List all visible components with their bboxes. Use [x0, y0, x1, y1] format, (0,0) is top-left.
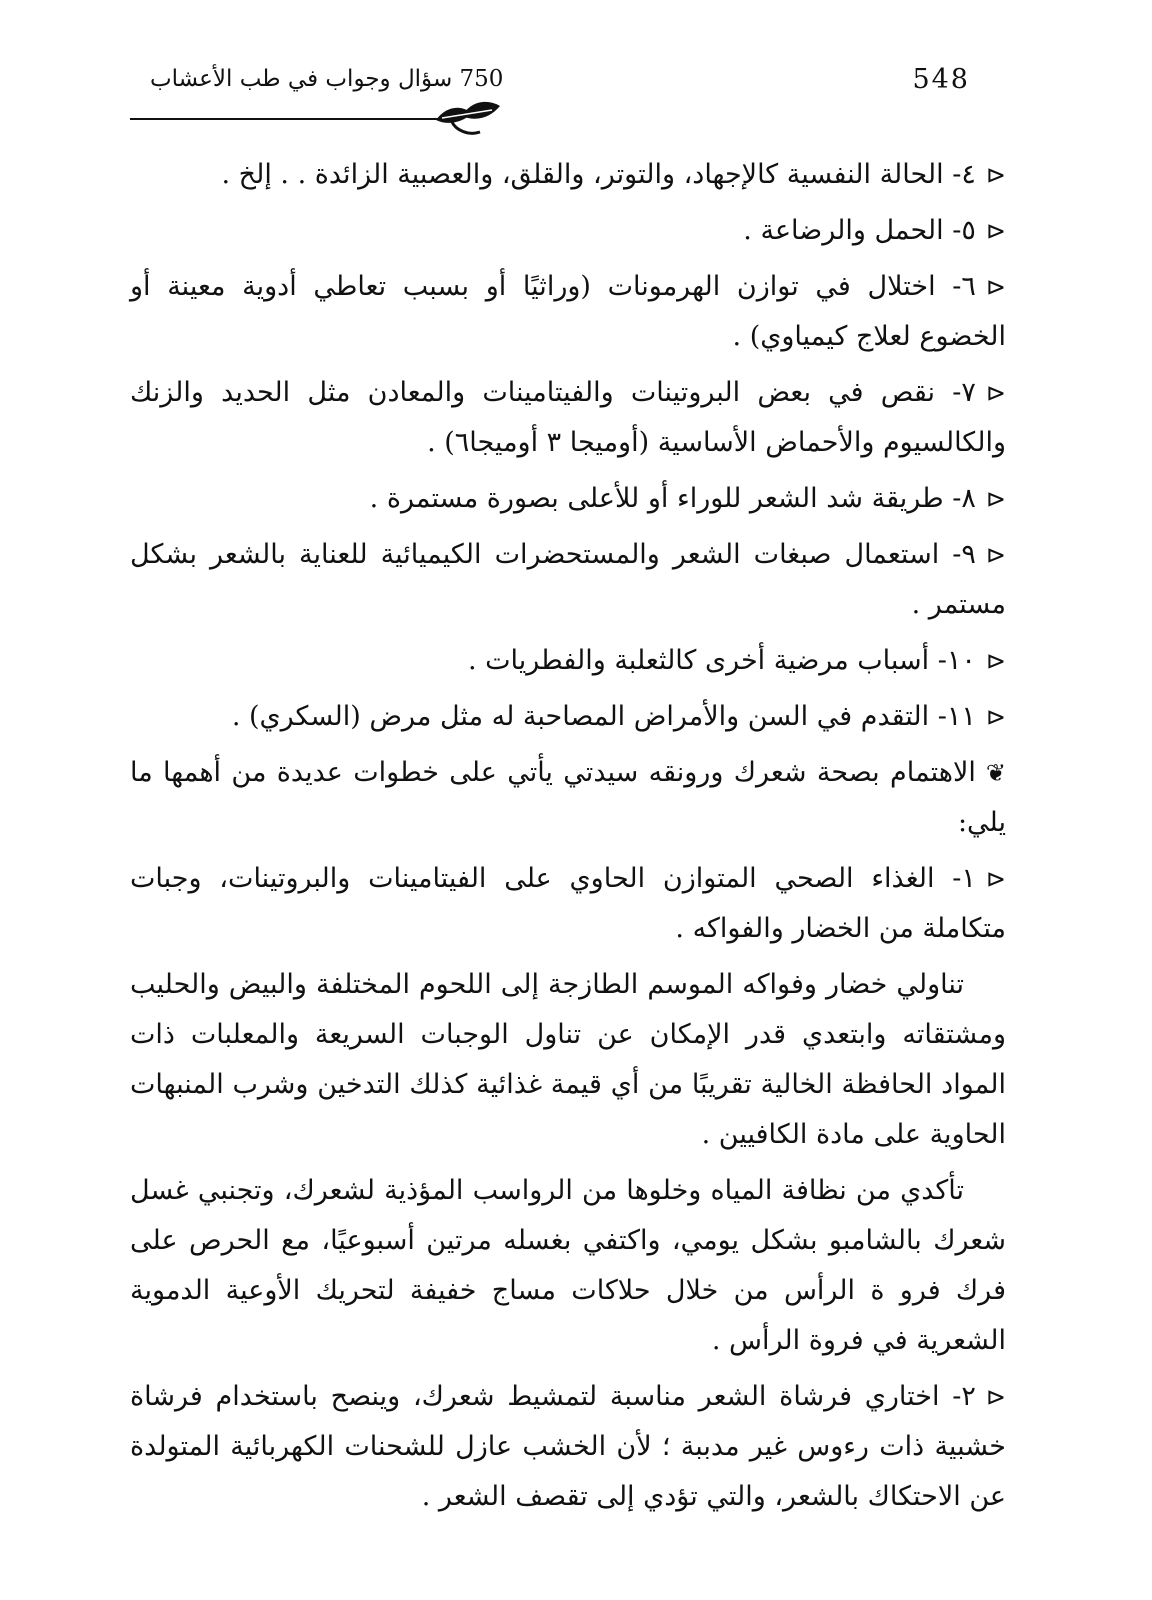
- arrow-marker-icon: ⊲: [985, 161, 1006, 189]
- list-item: ⊲٦- اختلال في توازن الهرمونات (وراثيًا أو بسبب تعاطي أدوية معينة أو الخضوع لعلاج كيمياوي) .: [130, 262, 1006, 362]
- arrow-marker-icon: ⊲: [985, 485, 1006, 513]
- arrow-marker-icon: ⊲: [985, 379, 1006, 407]
- page-body: [130, 150, 1006, 1528]
- step-item: ⊲٢- اختاري فرشاة الشعر مناسبة لتمشيط شعرك، وينصح باستخدام فرشاة خشبية ذات رءوس غير مدببة ؛ لأن الخشب عازل للشحنات الكهربائية المتولدة عن الاحتكاك بالشعر، والتي تؤدي إلى تقصف الشعر .: [130, 1372, 1006, 1522]
- arrow-marker-icon: ⊲: [985, 647, 1006, 675]
- step-item: ⊲١- الغذاء الصحي المتوازن الحاوي على الفيتامينات والبروتينات، وجبات متكاملة من الخضار والفواكه .: [130, 854, 1006, 954]
- body-paragraph: تأكدي من نظافة المياه وخلوها من الرواسب المؤذية لشعرك، وتجنبي غسل شعرك بالشامبو بشكل يومي، واكتفي بغسله مرتين أسبوعيًا، مع الحرص على فرك فرو ة الرأس من خلال حلاكات مساج خفيفة لتحريك الأوعية الدموية الشعرية في فروة الرأس .: [130, 1175, 1006, 1356]
- intro-paragraph: ❦الاهتمام بصحة شعرك ورونقه سيدتي يأتي على خطوات عديدة من أهمها ما يلي:: [130, 748, 1006, 848]
- header-rule: [130, 118, 440, 120]
- list-item: ⊲٧- نقص في بعض البروتينات والفيتامينات والمعادن مثل الحديد والزنك والكالسيوم والأحماض الأساسية (أوميجا ٣ أوميجا٦) .: [130, 368, 1006, 468]
- body-paragraph: تناولي خضار وفواكه الموسم الطازجة إلى اللحوم المختلفة والبيض والحليب ومشتقاته وابتعدي قدر الإمكان عن تناول الوجبات السريعة والمعلبات ذات المواد الحافظة الخالية تقريبًا من أي قيمة غذائية كذلك التدخين وشرب المنبهات الحاوية على مادة الكافيين .: [130, 969, 1006, 1150]
- arrow-marker-icon: ⊲: [985, 1383, 1006, 1411]
- list-item: ⊲١١- التقدم في السن والأمراض المصاحبة له مثل مرض (السكري) .: [130, 692, 1006, 742]
- arrow-marker-icon: ⊲: [985, 273, 1006, 301]
- arrow-marker-icon: ⊲: [985, 541, 1006, 569]
- list-item: ⊲١٠- أسباب مرضية أخرى كالثعلبة والفطريات .: [130, 636, 1006, 686]
- arrow-marker-icon: ⊲: [985, 865, 1006, 893]
- list-item: ⊲٥- الحمل والرضاعة .: [130, 206, 1006, 256]
- list-item: ⊲٨- طريقة شد الشعر للوراء أو للأعلى بصورة مستمرة .: [130, 474, 1006, 524]
- leaf-ornament-icon: [432, 96, 504, 138]
- list-item: ⊲٤- الحالة النفسية كالإجهاد، والتوتر، والقلق، والعصبية الزائدة . . إلخ .: [130, 150, 1006, 200]
- arrow-marker-icon: ⊲: [985, 703, 1006, 731]
- running-title: 750 سؤال وجواب في طب الأعشاب: [150, 66, 504, 92]
- page-header: [130, 62, 1022, 102]
- page-number: 548: [912, 64, 970, 95]
- list-item: ⊲٩- استعمال صبغات الشعر والمستحضرات الكيميائية للعناية بالشعر بشكل مستمر .: [130, 530, 1006, 630]
- arrow-marker-icon: ⊲: [985, 217, 1006, 245]
- leaf-icon: ❦: [985, 759, 1006, 787]
